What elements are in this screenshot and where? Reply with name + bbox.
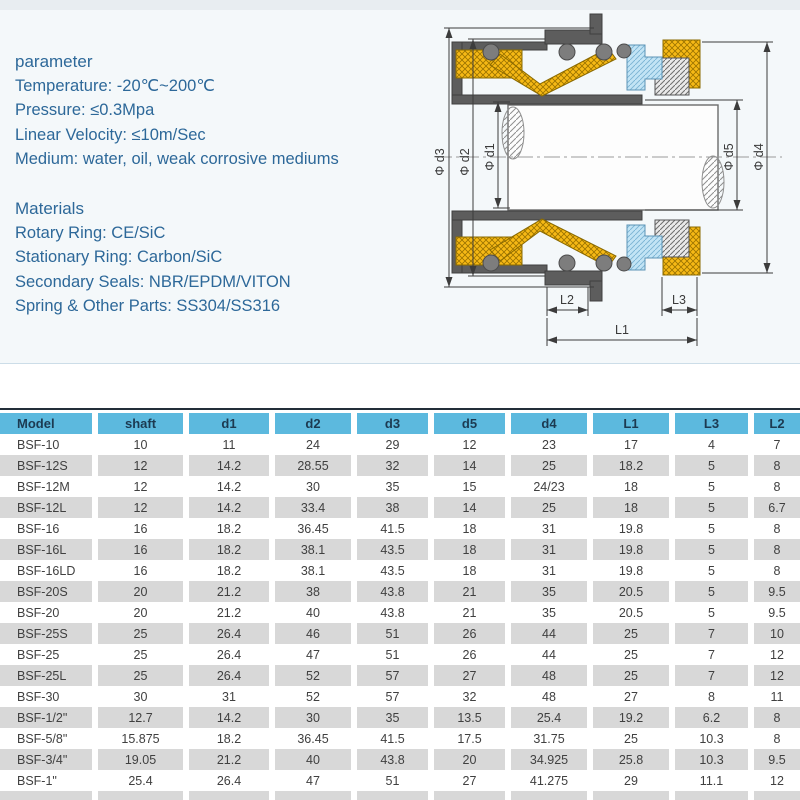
dim-label-d4: Φ d4: [752, 143, 766, 171]
cell-model: BSF-12S: [0, 455, 92, 476]
table-row: [0, 581, 800, 602]
table-row: [0, 518, 800, 539]
cell-value: 29: [351, 434, 428, 455]
cell-value: 20.5: [587, 581, 669, 602]
cell-value: 18: [587, 497, 669, 518]
cell-model: BSF-1/2": [0, 707, 92, 728]
cell-value: 25.8: [587, 749, 669, 770]
cell-value: 5: [669, 497, 748, 518]
cell-value: 27: [428, 665, 505, 686]
table-header-row: [0, 413, 800, 434]
dim-label-d1: Φ d1: [483, 143, 497, 171]
table-row: [0, 665, 800, 686]
cell-value: 26.4: [183, 665, 269, 686]
cell-model: BSF-16LD: [0, 560, 92, 581]
cell-model: BSF-12M: [0, 476, 92, 497]
cell-value: 41.5: [351, 728, 428, 749]
section-divider: [0, 408, 800, 410]
cell-value: 25.4: [92, 770, 183, 791]
table-body: [0, 434, 800, 800]
cell-value: 31: [183, 686, 269, 707]
cell-model: BSF-25: [0, 644, 92, 665]
cell-value: 15.875: [92, 728, 183, 749]
cell-value: 44: [505, 623, 587, 644]
cell-value: 52: [269, 665, 351, 686]
cell-value: 8: [748, 560, 800, 581]
column-header-d4: d4: [505, 413, 587, 434]
cell-value: 14.2: [183, 497, 269, 518]
table-row: [0, 644, 800, 665]
cell-value: 33.4: [269, 497, 351, 518]
cell-value: 38: [269, 581, 351, 602]
parameter-title: parameter: [15, 52, 93, 71]
cell-value: 21: [428, 581, 505, 602]
cell-model: BSF-5/8": [0, 728, 92, 749]
table-row: [0, 770, 800, 791]
cell-value: 14: [428, 455, 505, 476]
table-row: [0, 707, 800, 728]
cell-value: 35: [505, 581, 587, 602]
spec-line-stationary-ring: Stationary Ring: Carbon/SiC: [15, 248, 223, 267]
dim-label-d3: Φ d3: [433, 148, 447, 176]
cell-value: 18.2: [587, 455, 669, 476]
cell-value: 20: [92, 581, 183, 602]
cell-value: 26.4: [183, 644, 269, 665]
cell-empty: [748, 791, 800, 800]
cell-value: 32: [428, 686, 505, 707]
table-row: [0, 434, 800, 455]
cell-value: 23: [505, 434, 587, 455]
cell-value: 16: [92, 560, 183, 581]
cell-value: 19.8: [587, 518, 669, 539]
cell-value: 35: [351, 707, 428, 728]
cell-value: 35: [505, 602, 587, 623]
cell-value: 14: [428, 497, 505, 518]
cell-empty: [505, 791, 587, 800]
cell-value: 43.5: [351, 539, 428, 560]
cell-value: 25: [587, 665, 669, 686]
cell-value: 32: [351, 455, 428, 476]
cell-value: 51: [351, 623, 428, 644]
cell-value: 13.5: [428, 707, 505, 728]
cell-value: 11: [748, 686, 800, 707]
cell-value: 38.1: [269, 539, 351, 560]
cell-value: 18.2: [183, 518, 269, 539]
cell-value: 30: [269, 707, 351, 728]
cell-value: 21.2: [183, 602, 269, 623]
column-header-l2: L2: [748, 413, 800, 434]
cell-empty: [92, 791, 183, 800]
cell-value: 11.1: [669, 770, 748, 791]
cell-model: BSF-16: [0, 518, 92, 539]
materials-title: Materials: [15, 199, 84, 219]
cell-value: 24/23: [505, 476, 587, 497]
cell-value: 38: [351, 497, 428, 518]
cell-value: 20: [428, 749, 505, 770]
cell-value: 21: [428, 602, 505, 623]
spec-line-linear-velocity: Linear Velocity: ≤10m/Sec: [15, 125, 206, 144]
cell-value: 5: [669, 581, 748, 602]
cell-value: 47: [269, 770, 351, 791]
cell-value: 10: [92, 434, 183, 455]
table-row: [0, 623, 800, 644]
cell-value: 19.8: [587, 560, 669, 581]
cell-value: 10.3: [669, 728, 748, 749]
cell-value: 5: [669, 560, 748, 581]
cell-value: 16: [92, 539, 183, 560]
cell-value: 15: [428, 476, 505, 497]
column-header-d2: d2: [269, 413, 351, 434]
cell-value: 26.4: [183, 623, 269, 644]
cell-value: 43.8: [351, 581, 428, 602]
cell-value: 26: [428, 623, 505, 644]
table-row: [0, 455, 800, 476]
dim-label-d2: Φ d2: [458, 148, 472, 176]
cell-value: 7: [669, 644, 748, 665]
cell-empty: [269, 791, 351, 800]
spec-line-temperature: Temperature: -20℃~200℃: [15, 77, 215, 96]
cell-value: 18: [587, 476, 669, 497]
column-header-l3: L3: [669, 413, 748, 434]
cell-value: 26.4: [183, 770, 269, 791]
cell-value: 8: [748, 476, 800, 497]
seal-cross-section-diagram: [420, 0, 800, 363]
cell-value: 7: [669, 665, 748, 686]
cell-value: 26: [428, 644, 505, 665]
cell-value: 21.2: [183, 581, 269, 602]
cell-value: 36.45: [269, 728, 351, 749]
upper-section: [0, 0, 800, 364]
cell-model: BSF-25S: [0, 623, 92, 644]
cell-value: 30: [269, 476, 351, 497]
cell-value: 25: [92, 644, 183, 665]
cell-value: 25: [587, 644, 669, 665]
cell-value: 8: [748, 455, 800, 476]
table-row: [0, 686, 800, 707]
cell-value: 41.5: [351, 518, 428, 539]
cell-model: BSF-30: [0, 686, 92, 707]
spec-line-rotary-ring: Rotary Ring: CE/SiC: [15, 224, 166, 243]
cell-value: 52: [269, 686, 351, 707]
spec-line-secondary-seals: Secondary Seals: NBR/EPDM/VITON: [15, 272, 291, 291]
cell-value: 8: [748, 539, 800, 560]
cell-value: 25: [505, 455, 587, 476]
cell-value: 34.925: [505, 749, 587, 770]
cell-value: 51: [351, 644, 428, 665]
dim-label-L3: L3: [672, 293, 686, 307]
cell-value: 57: [351, 686, 428, 707]
dimension-table: [0, 413, 800, 800]
cell-value: 11: [183, 434, 269, 455]
cell-value: 20: [92, 602, 183, 623]
cell-value: 12.7: [92, 707, 183, 728]
table-row: [0, 497, 800, 518]
cell-value: 9.5: [748, 602, 800, 623]
cell-value: 18: [428, 539, 505, 560]
cell-value: 25: [92, 623, 183, 644]
cell-value: 5: [669, 539, 748, 560]
cell-value: 48: [505, 686, 587, 707]
column-header-d5: d5: [428, 413, 505, 434]
cell-value: 25: [505, 497, 587, 518]
cell-model: BSF-20: [0, 602, 92, 623]
cell-value: 47: [269, 644, 351, 665]
column-header-l1: L1: [587, 413, 669, 434]
cell-value: 5: [669, 602, 748, 623]
cell-value: 25: [587, 728, 669, 749]
column-header-model: Model: [0, 413, 92, 434]
cell-value: 44: [505, 644, 587, 665]
cell-value: 25: [92, 665, 183, 686]
cell-value: 9.5: [748, 581, 800, 602]
cell-value: 12: [748, 665, 800, 686]
cell-value: 7: [748, 434, 800, 455]
table-row: [0, 476, 800, 497]
cell-empty: [0, 791, 92, 800]
cell-empty: [428, 791, 505, 800]
cell-value: 4: [669, 434, 748, 455]
cell-value: 41.275: [505, 770, 587, 791]
column-header-d3: d3: [351, 413, 428, 434]
cell-value: 36.45: [269, 518, 351, 539]
cell-value: 28.55: [269, 455, 351, 476]
cell-value: 25.4: [505, 707, 587, 728]
spec-text-block: [15, 50, 339, 318]
spec-line-spring-parts: Spring & Other Parts: SS304/SS316: [15, 296, 281, 315]
cell-value: 9.5: [748, 749, 800, 770]
parameter-block: [15, 50, 339, 171]
cell-value: 6.2: [669, 707, 748, 728]
cell-value: 12: [92, 497, 183, 518]
cell-value: 8: [748, 518, 800, 539]
cell-value: 35: [351, 476, 428, 497]
cell-value: 46: [269, 623, 351, 644]
cell-value: 31: [505, 560, 587, 581]
cell-value: 43.5: [351, 560, 428, 581]
cell-value: 18.2: [183, 539, 269, 560]
cell-value: 19.8: [587, 539, 669, 560]
cell-model: BSF-3/4": [0, 749, 92, 770]
cell-empty: [183, 791, 269, 800]
table-row: [0, 560, 800, 581]
cell-value: 5: [669, 455, 748, 476]
cell-model: BSF-10: [0, 434, 92, 455]
cell-value: 30: [92, 686, 183, 707]
cell-value: 5: [669, 476, 748, 497]
cell-value: 19.05: [92, 749, 183, 770]
cell-value: 27: [587, 686, 669, 707]
cell-value: 40: [269, 602, 351, 623]
dim-label-d5: Φ d5: [722, 143, 736, 171]
cell-value: 48: [505, 665, 587, 686]
cell-empty: [351, 791, 428, 800]
cell-value: 12: [748, 770, 800, 791]
cell-value: 18.2: [183, 560, 269, 581]
cell-value: 14.2: [183, 476, 269, 497]
cell-value: 43.8: [351, 602, 428, 623]
cell-value: 57: [351, 665, 428, 686]
cell-value: 18: [428, 518, 505, 539]
cell-value: 40: [269, 749, 351, 770]
cell-value: 24: [269, 434, 351, 455]
cell-value: 10.3: [669, 749, 748, 770]
cell-value: 21.2: [183, 749, 269, 770]
cell-model: BSF-12L: [0, 497, 92, 518]
cell-value: 12: [92, 476, 183, 497]
cell-value: 51: [351, 770, 428, 791]
cell-value: 27: [428, 770, 505, 791]
cell-value: 16: [92, 518, 183, 539]
cell-value: 38.1: [269, 560, 351, 581]
cell-empty: [669, 791, 748, 800]
cell-value: 7: [669, 623, 748, 644]
cell-value: 8: [669, 686, 748, 707]
cell-value: 10: [748, 623, 800, 644]
column-header-d1: d1: [183, 413, 269, 434]
cell-value: 8: [748, 728, 800, 749]
spec-line-pressure: Pressure: ≤0.3Mpa: [15, 101, 155, 120]
cell-model: BSF-1": [0, 770, 92, 791]
table-row: [0, 728, 800, 749]
cell-value: 31.75: [505, 728, 587, 749]
cell-empty: [587, 791, 669, 800]
cell-value: 43.8: [351, 749, 428, 770]
cell-value: 20.5: [587, 602, 669, 623]
table-row: [0, 749, 800, 770]
cell-value: 8: [748, 707, 800, 728]
cell-value: 25: [587, 623, 669, 644]
table-row: [0, 539, 800, 560]
cell-value: 31: [505, 518, 587, 539]
dim-label-L2: L2: [560, 293, 574, 307]
cell-value: 12: [428, 434, 505, 455]
spec-line-medium: Medium: water, oil, weak corrosive mediums: [15, 149, 339, 168]
column-header-shaft: shaft: [92, 413, 183, 434]
diagram-area: [420, 0, 800, 363]
cell-value: 18: [428, 560, 505, 581]
cell-model: BSF-16L: [0, 539, 92, 560]
cell-value: 14.2: [183, 455, 269, 476]
cell-value: 6.7: [748, 497, 800, 518]
cell-value: 19.2: [587, 707, 669, 728]
cell-model: BSF-20S: [0, 581, 92, 602]
cell-value: 31: [505, 539, 587, 560]
cell-value: 17.5: [428, 728, 505, 749]
cell-model: BSF-25L: [0, 665, 92, 686]
table-row-partial: [0, 791, 800, 800]
materials-block: [15, 197, 339, 318]
cell-value: 18.2: [183, 728, 269, 749]
cell-value: 12: [748, 644, 800, 665]
cell-value: 29: [587, 770, 669, 791]
cell-value: 12: [92, 455, 183, 476]
table-row: [0, 602, 800, 623]
cell-value: 14.2: [183, 707, 269, 728]
cell-value: 5: [669, 518, 748, 539]
cell-value: 17: [587, 434, 669, 455]
dim-label-L1: L1: [615, 323, 629, 337]
